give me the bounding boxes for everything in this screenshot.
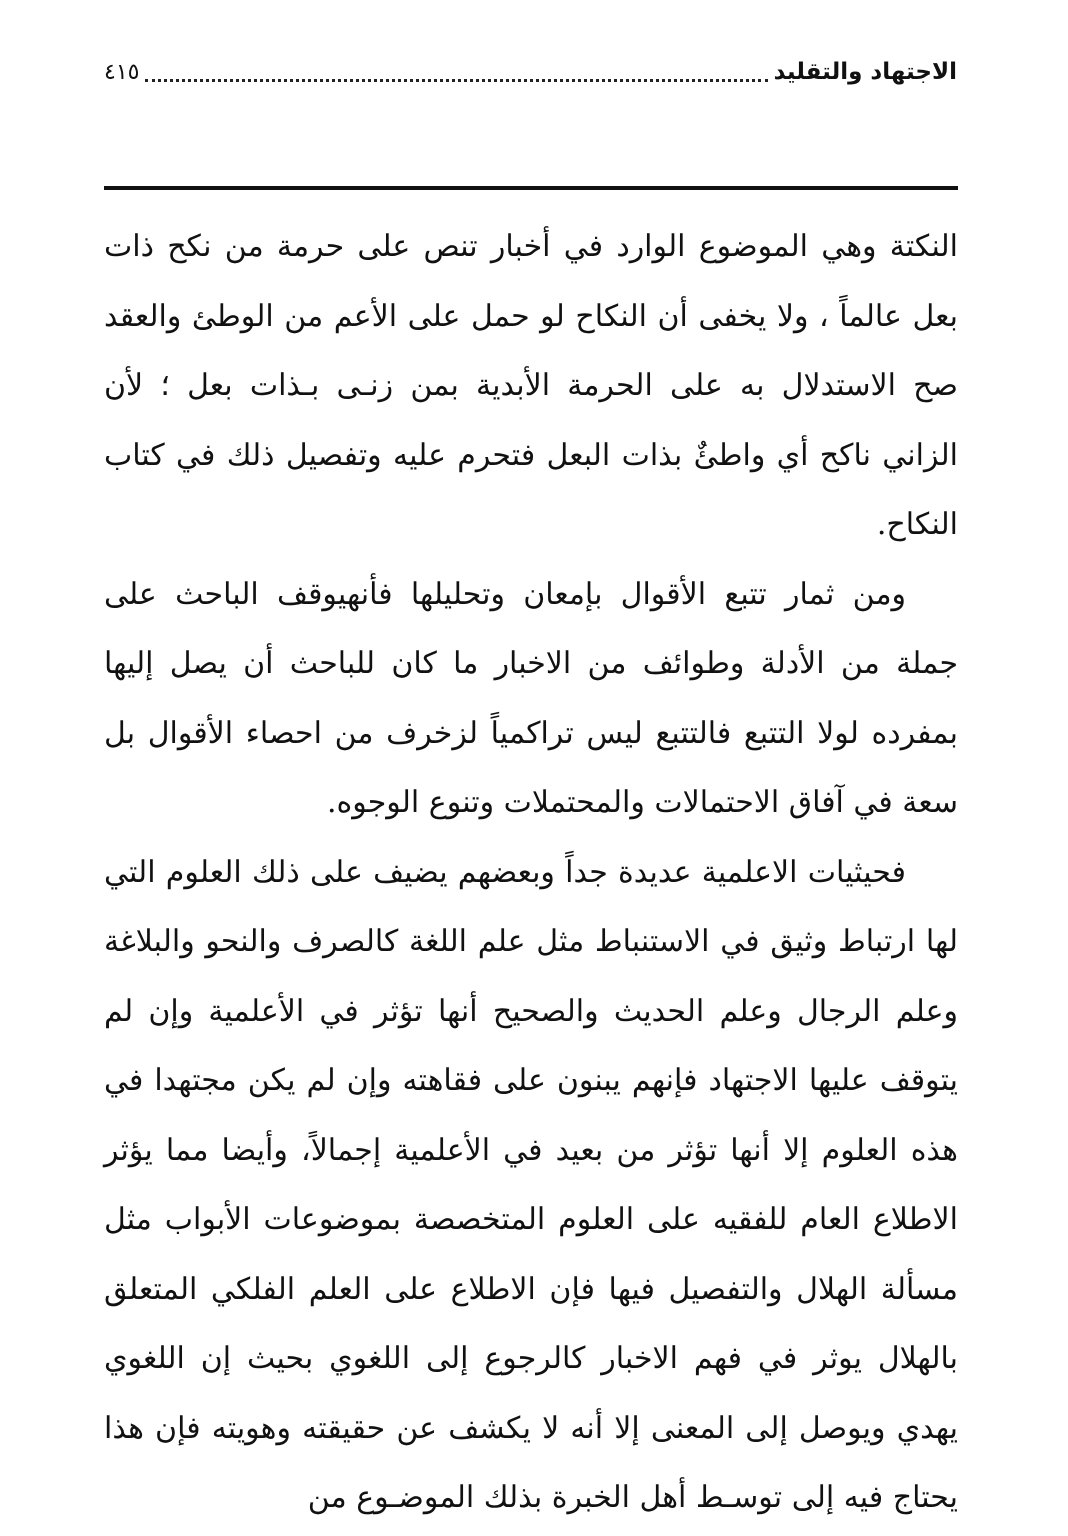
paragraph-3: فحيثيات الاعلمية عديدة جداً وبعضهم يضيف على ذلك العلوم التي لها ارتباط وثيق في الاستنباط مثل علم اللغة كالصرف والنحو والبلاغة وعلم الرجال وعلم الحديث والصحيح أنها تؤثر في الأعلمية وإن لم يتوقف عليها الاجتهاد فإنهم يبنون على فقاهته وإن لم يكن مجتهدا في هذه العلوم إلا أنها تؤثر من بعيد في الأعلمية إجمالاً، وأيضا مما يؤثر الاطلاع العام للفقيه على العلوم المتخصصة بموضوعات الأبواب مثل مسألة الهلال والتفصيل فيها فإن الاطلاع على العلم الفلكي المتعلق بالهلال يوثر في فهم الاخبار كالرجوع إلى اللغوي بحيث إن اللغوي يهدي ويوصل إلى المعنى إلا أنه لا يكشف عن حقيقته وهويته فإن هذا يحتاج فيه إلى توسـط أهل الخبرة بذلك الموضـوع من [104, 854, 958, 1515]
page-number: ٤١٥ [104, 59, 140, 85]
header-dot-leader [145, 55, 767, 82]
paragraph-1: النكتة وهي الموضوع الوارد في أخبار تنص على حرمة من نكح ذات بعل عالماً ، ولا يخفى أن النكاح لو حمل على الأعم من الوطئ والعقد صح الاستدلال به على الحرمة الأبدية بمن زنـى بـذات بعل ؛ لأن الزاني ناكح أي واطئٌ بذات البعل فتحرم عليه وتفصيل ذلك في كتاب النكاح. [104, 229, 958, 542]
running-header-title: الاجتهاد والتقليد [773, 59, 957, 85]
paragraph-2: ومن ثمار تتبع الأقوال بإمعان وتحليلها فأنهيوقف الباحث على جملة من الأدلة وطوائف من الاخبار ما كان للباحث أن يصل إليها بمفرده لولا التتبع فالتتبع ليس تراكمياً لزخرف من احصاء الأقوال بل سعة في آفاق الاحتمالات والمحتملات وتنوع الوجوه. [104, 576, 958, 820]
header-divider-rule [104, 186, 958, 190]
running-header [104, 52, 957, 92]
body-text [104, 212, 958, 1533]
